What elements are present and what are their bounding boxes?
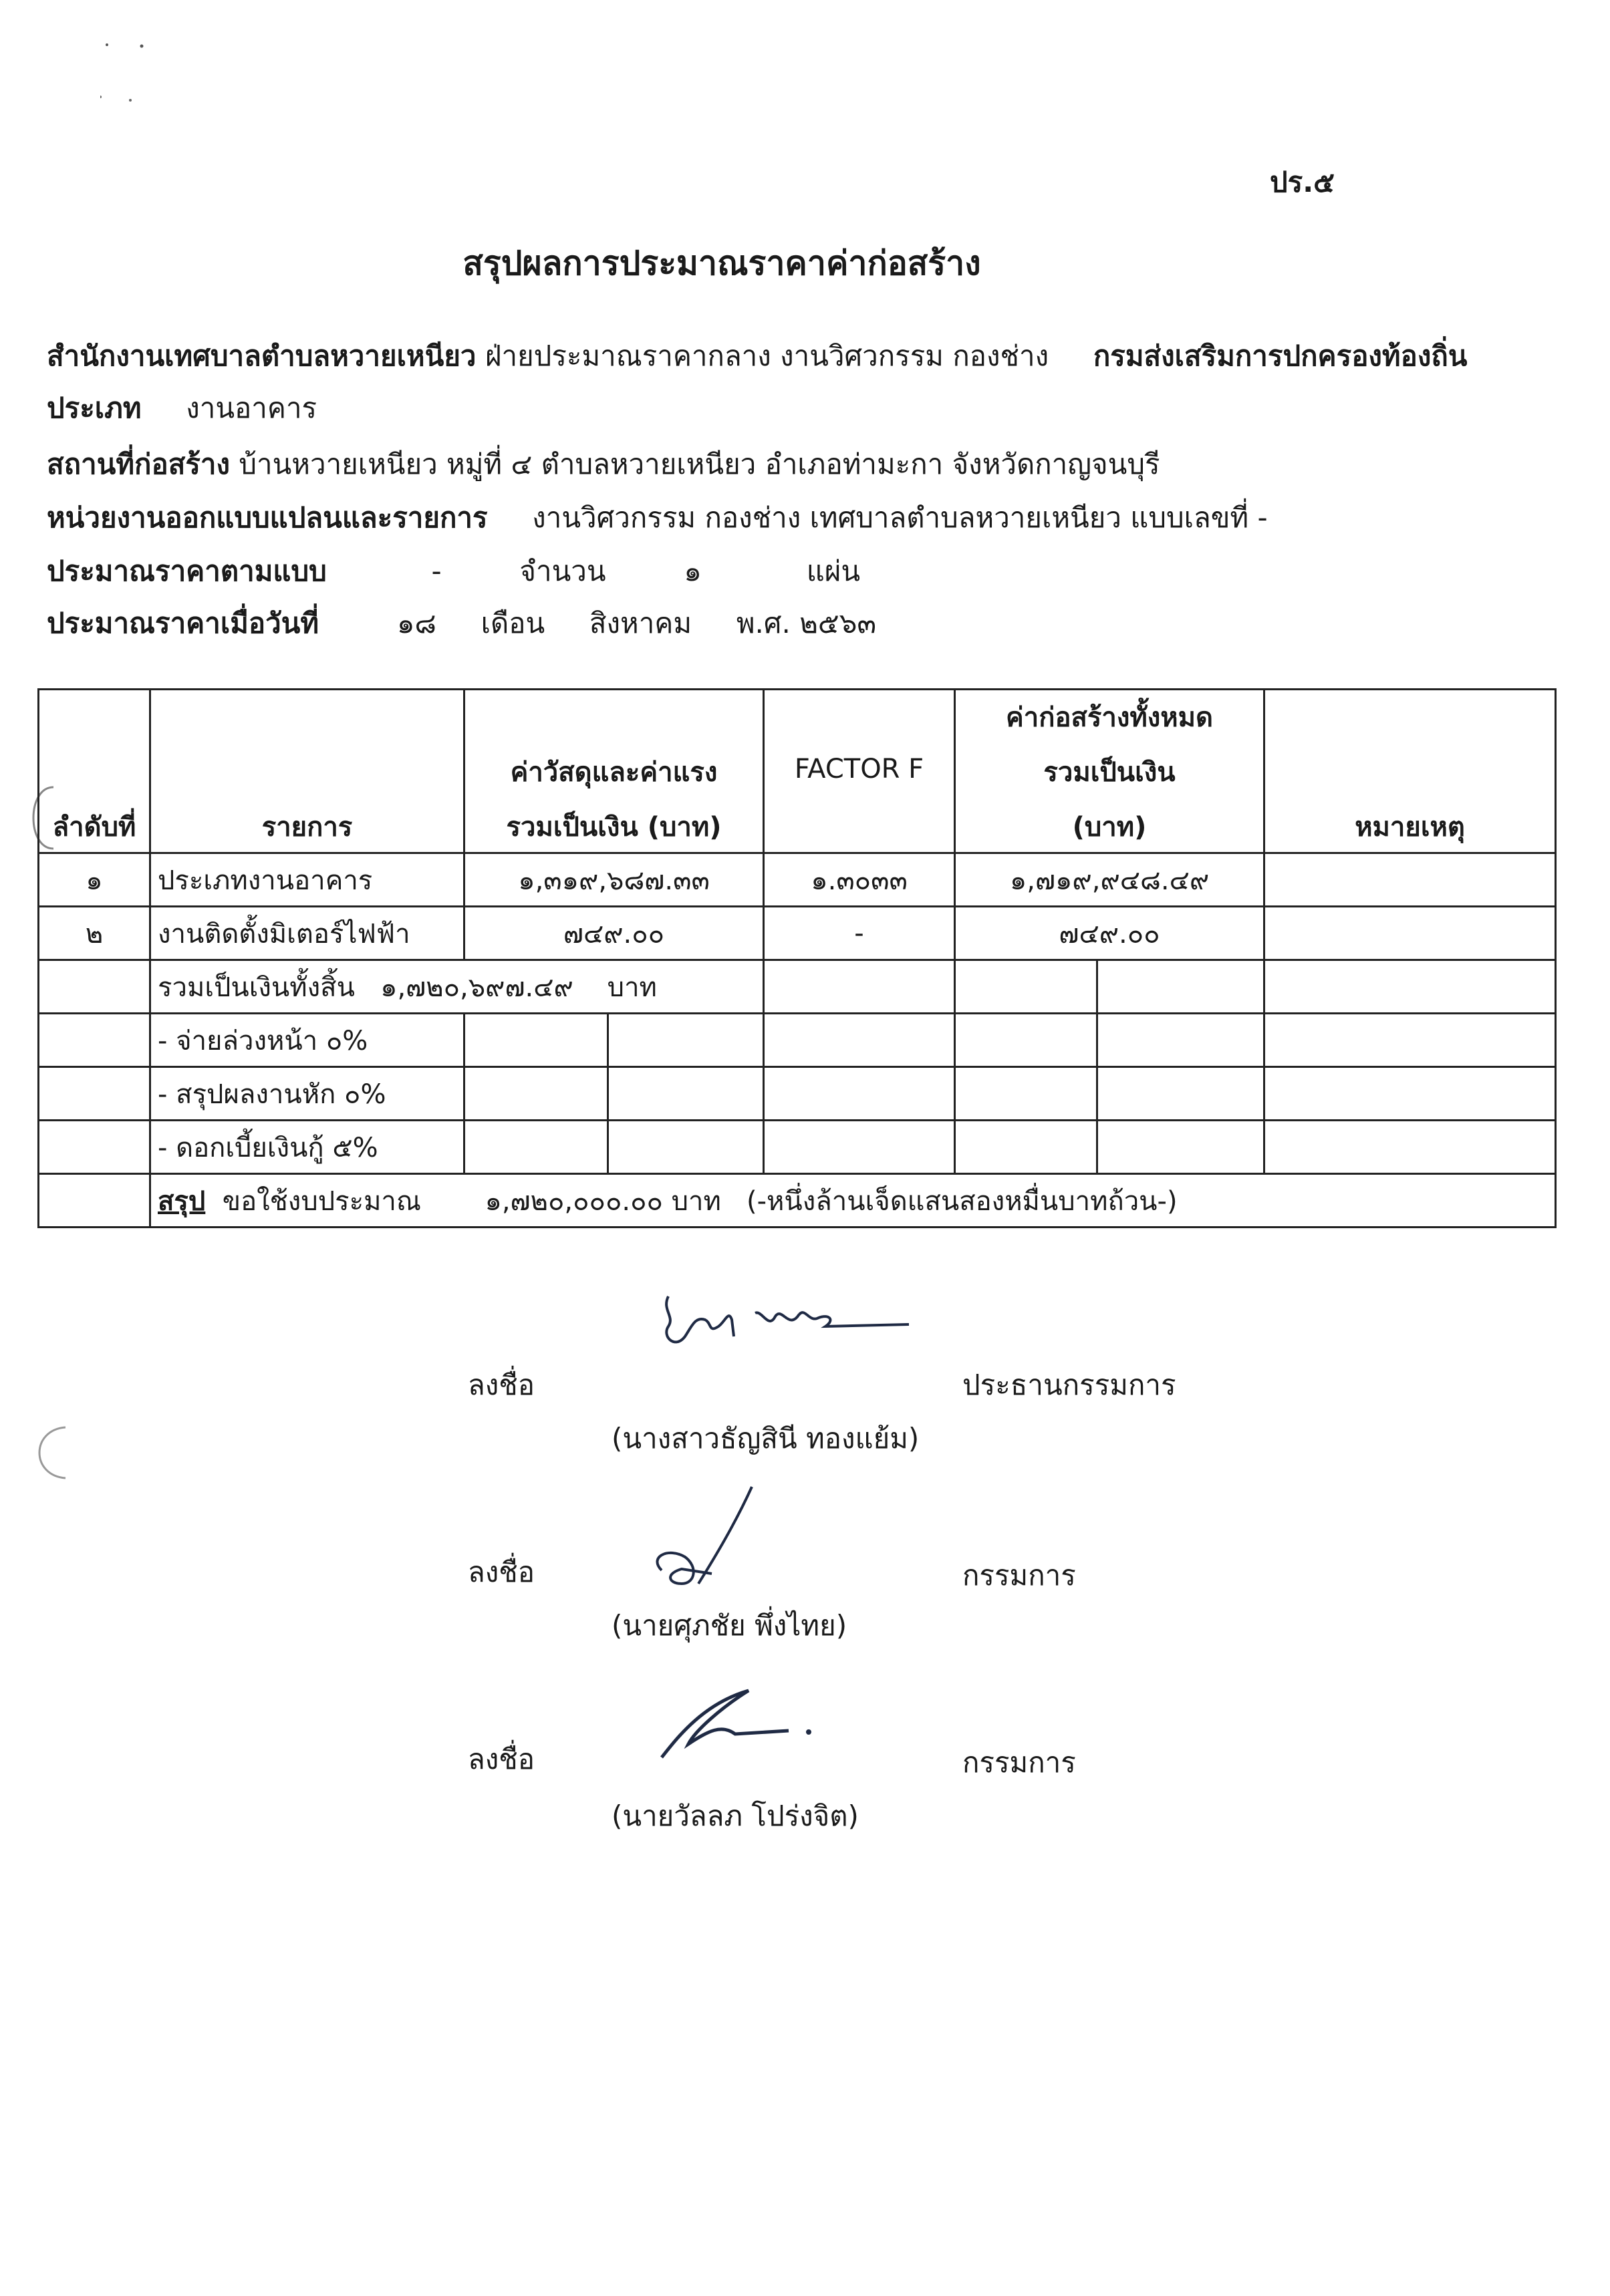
estimate-date-day: ๑๘ <box>396 607 436 639</box>
row-total: ๗๔๙.๐๐ <box>955 907 1264 960</box>
header-factor: FACTOR F <box>764 690 955 853</box>
info-location-line <box>47 442 1160 486</box>
advance-payment-row <box>39 1014 1556 1067</box>
signer-role: กรรมการ <box>962 1559 1076 1592</box>
form-code: ปร.๕ <box>1270 166 1335 198</box>
handwritten-signature <box>655 1290 922 1363</box>
table-header-row <box>39 690 1556 853</box>
summary-value: ๑,๗๒๐,๐๐๐.๐๐ บาท <box>485 1185 721 1217</box>
header-remark: หมายเหตุ <box>1264 690 1556 853</box>
estimate-date-label: ประมาณราคาเมื่อวันที่ <box>47 607 319 639</box>
header-no: ลำดับที่ <box>39 690 150 853</box>
row-no: ๒ <box>39 907 150 960</box>
loan-interest-row <box>39 1121 1556 1174</box>
header-material-labor-line1: ค่าวัสดุและค่าแรง <box>510 757 718 788</box>
row-remark <box>1264 853 1556 907</box>
signer-role: ประธานกรรมการ <box>962 1369 1176 1401</box>
info-design-unit-line <box>47 496 1268 540</box>
month-label: เดือน <box>481 607 545 639</box>
signer-name: (นายศุภชัย พึ่งไทย) <box>612 1609 847 1642</box>
row-material-labor: ๗๔๙.๐๐ <box>464 907 764 960</box>
row-no: ๑ <box>39 853 150 907</box>
grand-total-cell <box>150 960 764 1014</box>
design-unit-value: งานวิศวกรรม กองช่าง เทศบาลตำบลหวายเหนียว แบบเลขที่ - <box>532 501 1268 534</box>
sign-label: ลงชื่อ <box>468 1369 535 1401</box>
info-estimate-date-line <box>47 601 876 645</box>
handwritten-signature <box>642 1483 789 1597</box>
row-material-labor: ๑,๓๑๙,๖๘๗.๓๓ <box>464 853 764 907</box>
office-label: สำนักงานเทศบาลตำบลหวายเหนียว <box>47 339 477 372</box>
document-title: สรุปผลการประมาณราคาค่าก่อสร้าง <box>462 244 981 283</box>
deduction-row <box>39 1067 1556 1121</box>
deduction-label: - สรุปผลงานหัก ๐% <box>150 1067 464 1121</box>
summary-text: ขอใช้งบประมาณ <box>222 1185 421 1217</box>
row-remark <box>1264 907 1556 960</box>
year-label: พ.ศ. <box>736 607 791 639</box>
header-total <box>955 690 1264 853</box>
grand-total-value: ๑,๗๒๐,๖๙๗.๔๙ <box>380 972 573 1003</box>
punch-hole-mark-2 <box>25 1423 79 1483</box>
row-item: ประเภทงานอาคาร <box>150 853 464 907</box>
header-total-line1: ค่าก่อสร้างทั้งหมด <box>1006 702 1213 733</box>
amount-unit: แผ่น <box>806 555 861 587</box>
row-item: งานติดตั้งมิเตอร์ไฟฟ้า <box>150 907 464 960</box>
advance-payment-label: - จ่ายล่วงหน้า ๐% <box>150 1014 464 1067</box>
signer-name: (นายวัลลภ โปร่งจิต) <box>612 1800 859 1832</box>
table-row <box>39 853 1556 907</box>
office-detail: ฝ่ายประมาณราคากลาง งานวิศวกรรม กองช่าง <box>485 339 1049 372</box>
info-office-line <box>47 334 1468 378</box>
table-row <box>39 907 1556 960</box>
amount-value: ๑ <box>684 555 702 587</box>
header-material-labor-line2: รวมเป็นเงิน (บาท) <box>506 812 722 843</box>
header-total-line2: รวมเป็นเงิน <box>1043 757 1176 788</box>
info-type-line <box>47 386 317 430</box>
year-value: ๒๕๖๓ <box>799 607 877 639</box>
estimate-summary-table <box>37 688 1557 1228</box>
location-label: สถานที่ก่อสร้าง <box>47 448 230 480</box>
signer-role: กรรมการ <box>962 1746 1076 1779</box>
handwritten-signature <box>648 1677 835 1764</box>
summary-label: สรุป <box>158 1185 206 1217</box>
header-total-line3: (บาท) <box>1072 812 1147 843</box>
grand-total-unit: บาท <box>607 972 657 1003</box>
row-total: ๑,๗๑๙,๙๔๘.๔๙ <box>955 853 1264 907</box>
scan-speck-marks <box>100 37 180 117</box>
signer-name: (นางสาวธัญสินี ทองแย้ม) <box>612 1422 920 1455</box>
department-label: กรมส่งเสริมการปกครองท้องถิ่น <box>1093 339 1468 372</box>
amount-label: จำนวน <box>519 555 606 587</box>
grand-total-row <box>39 960 1556 1014</box>
summary-row <box>39 1174 1556 1228</box>
header-item: รายการ <box>150 690 464 853</box>
location-value: บ้านหวายเหนียว หมู่ที่ ๔ ตำบลหวายเหนียว อำเภอท่ามะกา จังหวัดกาญจนบุรี <box>239 448 1160 480</box>
summary-cell <box>150 1174 1556 1228</box>
design-unit-label: หน่วยงานออกแบบแปลนและรายการ <box>47 501 488 534</box>
sign-label: ลงชื่อ <box>468 1743 535 1775</box>
type-value: งานอาคาร <box>186 392 317 424</box>
loan-interest-label: - ดอกเบี้ยเงินกู้ ๕% <box>150 1121 464 1174</box>
row-factor: ๑.๓๐๓๓ <box>764 853 955 907</box>
info-estimate-plan-line <box>47 549 860 593</box>
row-factor: - <box>764 907 955 960</box>
type-label: ประเภท <box>47 392 142 424</box>
estimate-by-plan-label: ประมาณราคาตามแบบ <box>47 555 327 587</box>
sign-label: ลงชื่อ <box>468 1556 535 1588</box>
month-value: สิงหาคม <box>589 607 692 639</box>
estimate-by-plan-dash: - <box>431 555 442 587</box>
grand-total-label: รวมเป็นเงินทั้งสิ้น <box>158 972 355 1003</box>
summary-words: (-หนึ่งล้านเจ็ดแสนสองหมื่นบาทถ้วน-) <box>747 1185 1178 1217</box>
header-material-labor <box>464 690 764 853</box>
